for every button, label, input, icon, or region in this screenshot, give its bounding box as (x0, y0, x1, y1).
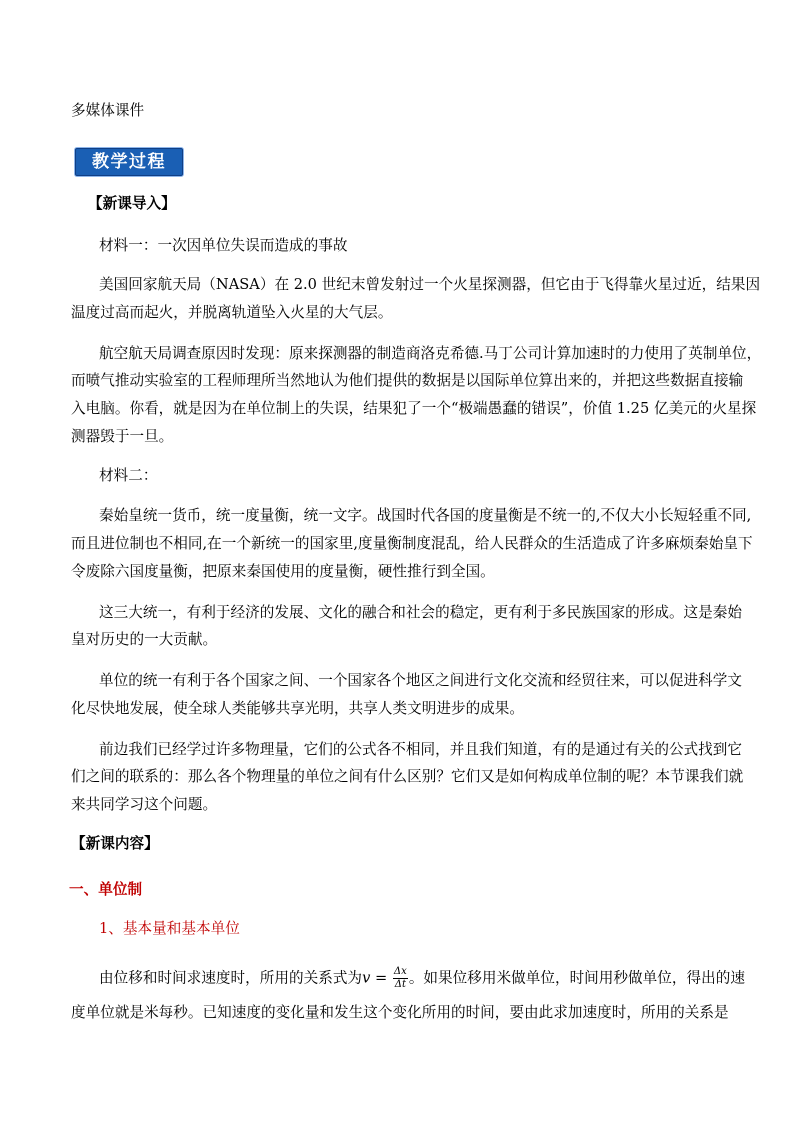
paragraph-line: 们之间的联系的：那么各个物理量的单位之间有什么区别？它们又是如何构成单位制的呢？本节课我们就 (71, 768, 744, 785)
intro-heading: 【新课导入】 (88, 195, 176, 212)
header-label: 多媒体课件 (71, 102, 145, 119)
paragraph-line: 令废除六国度量衡，把原来秦国使用的度量衡，硬性推行到全国。 (71, 563, 495, 580)
paragraph-line: 来共同学习这个问题。 (71, 796, 218, 813)
section-banner: 教学过程 (74, 147, 184, 177)
paragraph-line: 温度过高而起火，并脱离轨道坠入火星的大气层。 (71, 304, 393, 321)
paragraph-line: 测器毁于一旦。 (71, 428, 174, 445)
section-title: 一、单位制 (69, 881, 143, 898)
paragraph-line: 而且进位制也不相同,在一个新统一的国家里,度量衡制度混乱，给人民群众的生活造成了许多麻烦秦始皇下 (71, 535, 753, 552)
paragraph-line: 这三大统一，有利于经济的发展、文化的融合和社会的稳定，更有利于多民族国家的形成。这是秦始 (99, 604, 743, 621)
formula-eq: = (370, 969, 392, 987)
material1-title: 材料一：一次因单位失误而造成的事故 (99, 237, 348, 254)
content-heading: 【新课内容】 (71, 835, 159, 852)
text-run: 由位移和时间求速度时，所用的关系式为 (99, 969, 363, 987)
paragraph-line: 度单位就是米每秒。已知速度的变化量和发生这个变化所用的时间，要由此求加速度时，所用的关系是 (71, 1004, 729, 1021)
text-run: 。如果位移用米做单位，时间用秒做单位，得出的速 (408, 969, 745, 987)
paragraph-line: 入电脑。你看，就是因为在单位制上的失误，结果犯了一个“极端愚蠢的错误”，价值 1.25 亿美元的火星探 (71, 400, 757, 417)
paragraph-line: 秦始皇统一货币，统一度量衡，统一文字。战国时代各国的度量衡是不统一的,不仅大小长短轻重不同, (99, 507, 752, 524)
paragraph-line: 单位的统一有利于各个国家之间、一个国家各个地区之间进行文化交流和经贸往来，可以促进科学文 (99, 672, 743, 689)
formula-lhs: v (362, 969, 371, 987)
paragraph-line: 而喷气推动实验室的工程师理所当然地认为他们提供的数据是以国际单位算出来的，并把这些数据直接输 (71, 372, 744, 389)
paragraph-line: 航空航天局调查原因时发现：原来探测器的制造商洛克希德.马丁公司计算加速时的力使用了英制单位， (99, 345, 762, 362)
formula-numerator: Δx (393, 966, 407, 977)
formula-fraction (393, 967, 408, 990)
material2-title: 材料二： (99, 467, 158, 484)
paragraph-line: 化尽快地发展，使全球人类能够共享光明，共享人类文明进步的成果。 (71, 700, 525, 717)
formula-paragraph-line (99, 967, 745, 990)
paragraph-line: 皇对历史的一大贡献。 (71, 631, 218, 648)
subsection-title: 1、基本量和基本单位 (99, 920, 240, 937)
formula-denominator: Δt (394, 979, 406, 990)
paragraph-line: 前边我们已经学过许多物理量，它们的公式各不相同，并且我们知道，有的是通过有关的公式找到它 (99, 741, 743, 758)
paragraph-line: 美国回家航天局（NASA）在 2.0 世纪末曾发射过一个火星探测器，但它由于飞得靠火星过近，结果因 (99, 276, 761, 293)
